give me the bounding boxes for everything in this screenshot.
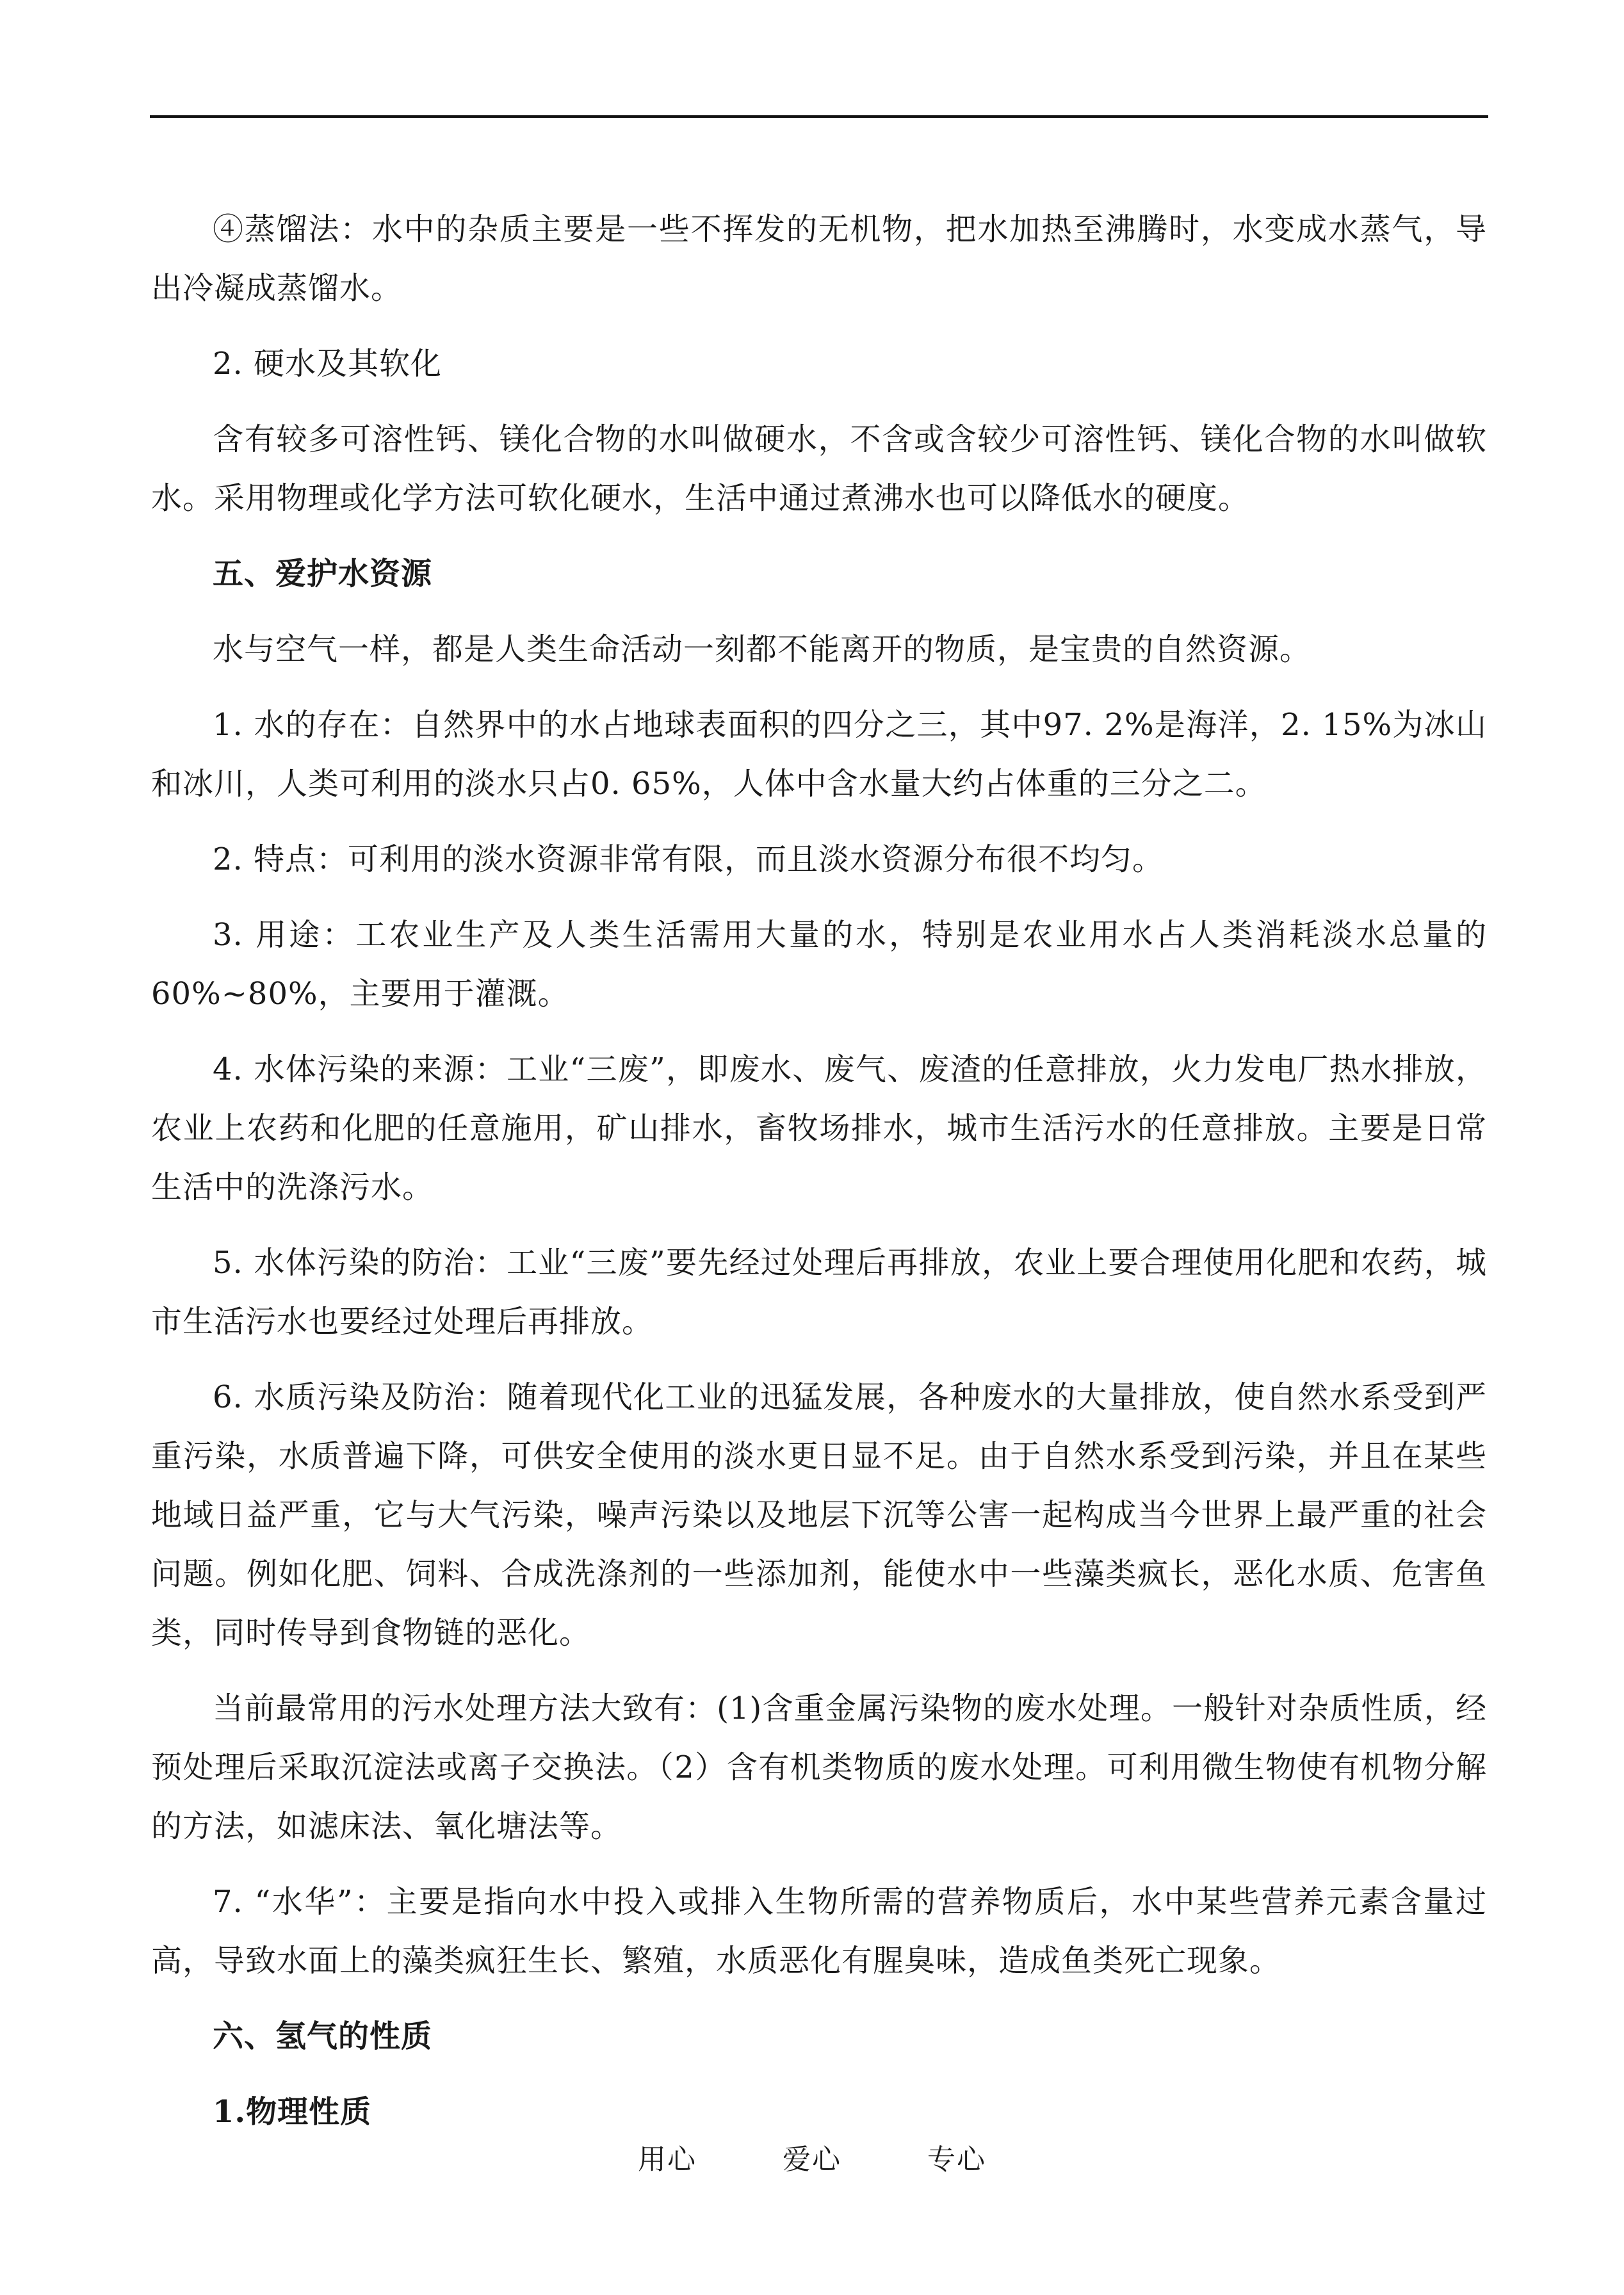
paragraph-pollution-prevention: 5. 水体污染的防治：工业“三废”要先经过处理后再排放，农业上要合理使用化肥和农药，城市生活污水也要经过处理后再排放。 [151,1245,1487,1340]
section-heading-protect-water: 五、爱护水资源 [213,556,433,592]
paragraph-water-quality: 6. 水质污染及防治：随着现代化工业的迅猛发展，各种废水的大量排放，使自然水系受到严重污染，水质普遍下降，可供安全使用的淡水更日显不足。由于自然水系受到污染，并且在某些地域日益严重，它与大气污染，噪声污染以及地层下沉等公害一起构成当今世界上最严重的社会问题。例如化肥、饲料、合成洗涤剂的一些添加剂，能使水中一些藻类疯长，恶化水质、危害鱼类，同时传导到食物链的恶化。 [151,1379,1487,1651]
document-body [151,200,1487,2158]
footer-text-2: 爱心 [783,2143,841,2176]
paragraph-distillation: ④蒸馏法：水中的杂质主要是一些不挥发的无机物，把水加热至沸腾时，水变成水蒸气，导出冷凝成蒸馏水。 [151,211,1487,306]
paragraph-water-uses: 3. 用途：工农业生产及人类生活需用大量的水，特别是农业用水占人类消耗淡水总量的60%~80%，主要用于灌溉。 [151,917,1487,1012]
subheading-hard-water: 2. 硬水及其软化 [213,346,443,382]
section-heading-hydrogen: 六、氢气的性质 [213,2018,433,2054]
paragraph-water-features: 2. 特点：可利用的淡水资源非常有限，而且淡水资源分布很不均匀。 [213,841,1164,877]
paragraph-water-existence: 1. 水的存在：自然界中的水占地球表面积的四分之三，其中97. 2%是海洋，2. 15%为冰山和冰川，人类可利用的淡水只占0. 65%，人体中含水量大约占体重的三分之二。 [151,707,1487,802]
footer-text-3: 专心 [927,2143,986,2176]
header-rule [150,115,1488,118]
subheading-physical-properties: 1.物理性质 [213,2094,372,2130]
footer-text-1: 用心 [638,2143,697,2176]
page-footer [0,2136,1624,2177]
paragraph-algal-bloom: 7. “水华”：主要是指向水中投入或排入生物所需的营养物质后，水中某些营养元素含量过高，导致水面上的藻类疯狂生长、繁殖，水质恶化有腥臭味，造成鱼类死亡现象。 [151,1884,1487,1979]
paragraph-hard-water: 含有较多可溶性钙、镁化合物的水叫做硬水，不含或含较少可溶性钙、镁化合物的水叫做软水。采用物理或化学方法可软化硬水，生活中通过煮沸水也可以降低水的硬度。 [151,421,1487,516]
paragraph-pollution-sources: 4. 水体污染的来源：工业“三废”，即废水、废气、废渣的任意排放，火力发电厂热水排放，农业上农药和化肥的任意施用，矿山排水，畜牧场排水，城市生活污水的任意排放。主要是日常生活中的洗涤污水。 [151,1051,1487,1205]
paragraph-water-intro: 水与空气一样，都是人类生命活动一刻都不能离开的物质，是宝贵的自然资源。 [213,631,1311,667]
paragraph-sewage-treatment: 当前最常用的污水处理方法大致有：(1)含重金属污染物的废水处理。一般针对杂质性质，经预处理后采取沉淀法或离子交换法。（2）含有机类物质的废水处理。可利用微生物使有机物分解的方法，如滤床法、氧化塘法等。 [151,1691,1487,1844]
